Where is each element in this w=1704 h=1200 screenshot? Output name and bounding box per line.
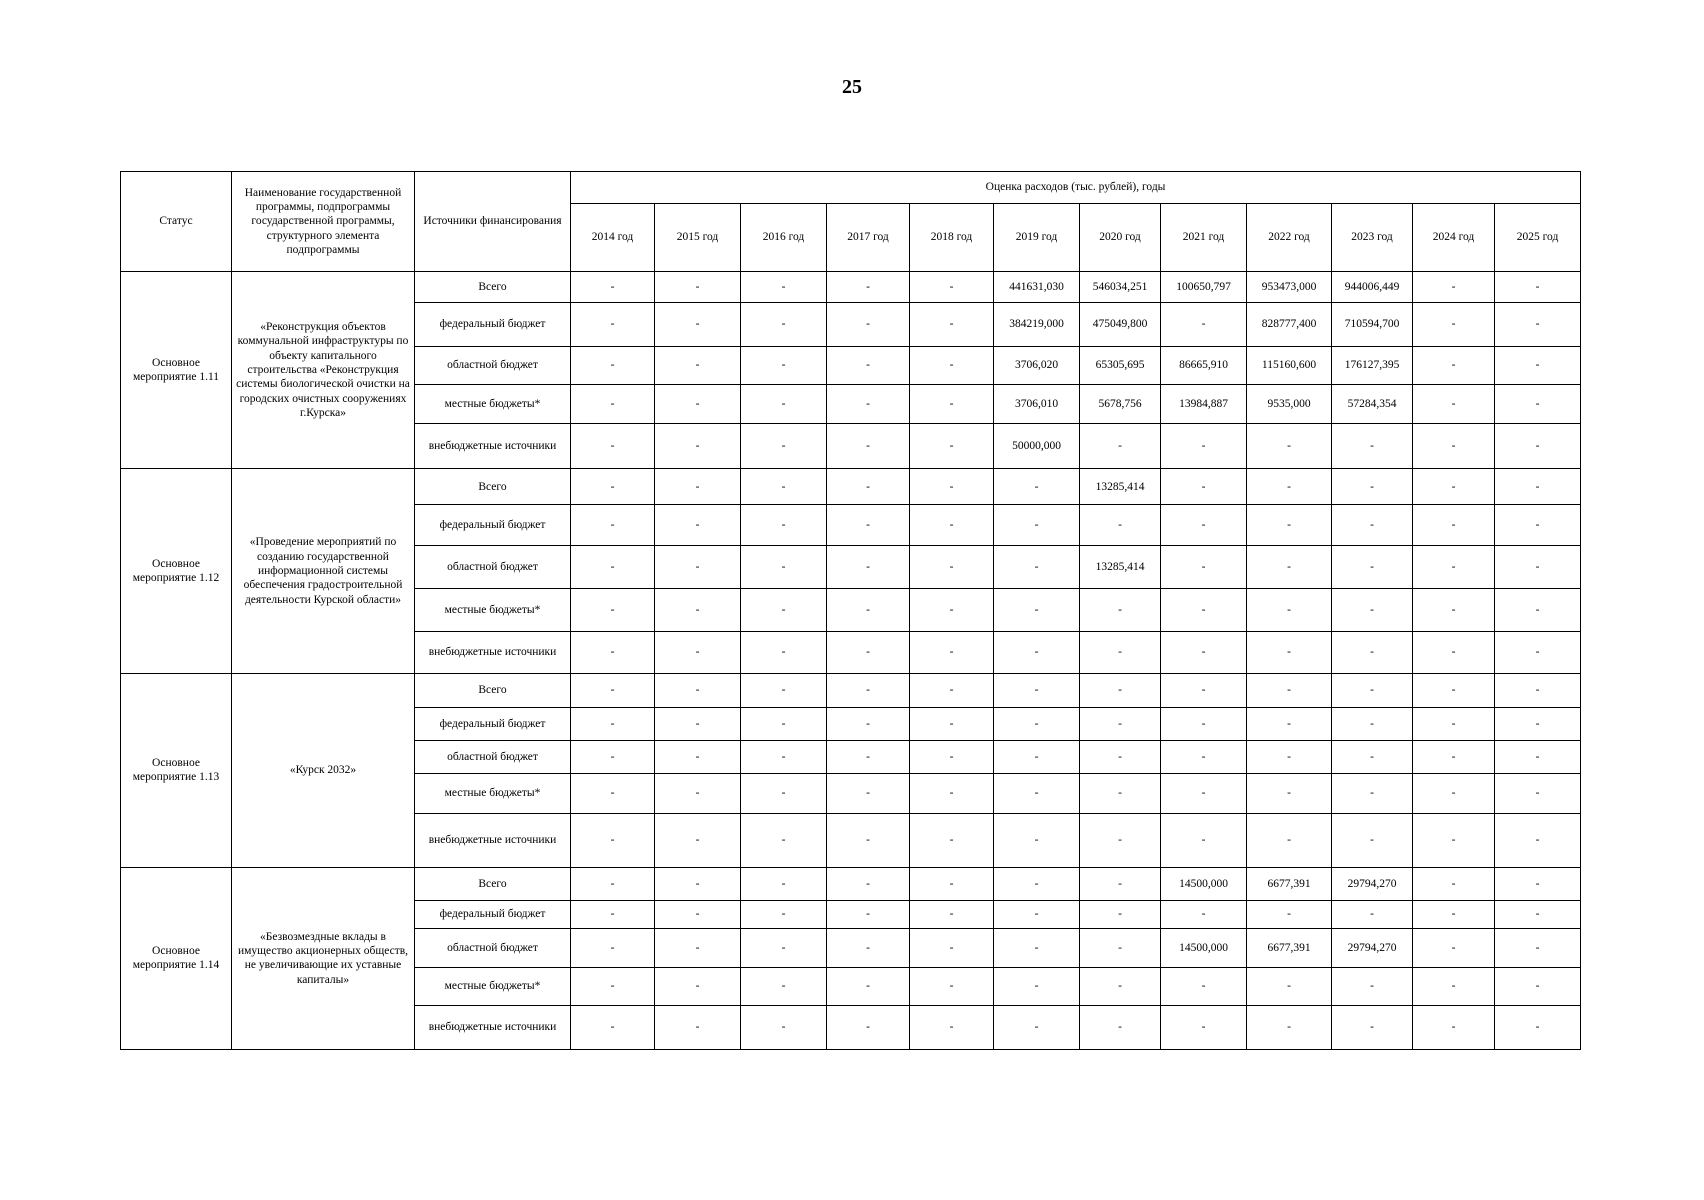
value-cell: 57284,354 [1332, 385, 1413, 423]
value-cell: - [910, 272, 994, 303]
value-cell: - [655, 272, 741, 303]
value-cell: - [827, 272, 910, 303]
value-cell: - [1495, 707, 1581, 740]
value-cell: - [1247, 469, 1332, 504]
value-cell: - [655, 774, 741, 814]
source-cell: Всего [415, 469, 571, 504]
value-cell: - [1413, 385, 1495, 423]
value-cell: - [571, 813, 655, 867]
value-cell: - [571, 740, 655, 773]
value-cell: - [1495, 900, 1581, 928]
value-cell: - [1247, 774, 1332, 814]
value-cell: - [1247, 631, 1332, 674]
value-cell: - [1080, 967, 1161, 1005]
value-cell: - [1495, 967, 1581, 1005]
value-cell: - [1161, 303, 1247, 347]
value-cell: - [1413, 546, 1495, 589]
value-cell: - [571, 900, 655, 928]
value-cell: - [655, 900, 741, 928]
value-cell: - [655, 423, 741, 469]
value-cell: 828777,400 [1247, 303, 1332, 347]
value-cell: - [1161, 967, 1247, 1005]
value-cell: - [1080, 813, 1161, 867]
value-cell: - [741, 423, 827, 469]
value-cell: - [741, 303, 827, 347]
value-cell: - [910, 774, 994, 814]
value-cell: - [1080, 774, 1161, 814]
value-cell: - [1161, 546, 1247, 589]
value-cell: - [741, 867, 827, 900]
header-program-name: Наименование государственной программы, подпрограммы государственной программы, структурного элемента подпрограммы [232, 172, 415, 272]
value-cell: - [1080, 674, 1161, 707]
value-cell: - [1247, 504, 1332, 546]
value-cell: 14500,000 [1161, 929, 1247, 967]
value-cell: - [994, 546, 1080, 589]
status-cell: Основное мероприятие 1.11 [121, 272, 232, 469]
value-cell: - [741, 631, 827, 674]
value-cell: - [741, 1006, 827, 1050]
value-cell: - [1413, 1006, 1495, 1050]
value-cell: - [741, 504, 827, 546]
value-cell: - [827, 1006, 910, 1050]
value-cell: - [571, 1006, 655, 1050]
header-year-12: 2025 год [1495, 204, 1581, 272]
value-cell: - [741, 674, 827, 707]
value-cell: - [571, 346, 655, 384]
value-cell: - [1247, 674, 1332, 707]
program-name-cell: «Проведение мероприятий по созданию государственной информационной системы обеспечения градостроительной деятельности Курской области» [232, 469, 415, 674]
value-cell: - [1495, 469, 1581, 504]
value-cell: - [1413, 774, 1495, 814]
value-cell: - [827, 423, 910, 469]
value-cell: - [741, 385, 827, 423]
value-cell: - [994, 674, 1080, 707]
value-cell: - [655, 967, 741, 1005]
source-cell: внебюджетные источники [415, 423, 571, 469]
value-cell: - [1495, 546, 1581, 589]
value-cell: - [910, 929, 994, 967]
value-cell: - [1332, 967, 1413, 1005]
value-cell: 86665,910 [1161, 346, 1247, 384]
value-cell: - [910, 900, 994, 928]
table-row [121, 272, 1581, 303]
value-cell: - [1332, 813, 1413, 867]
source-cell: федеральный бюджет [415, 504, 571, 546]
value-cell: - [655, 385, 741, 423]
source-cell: местные бюджеты* [415, 774, 571, 814]
value-cell: - [1247, 1006, 1332, 1050]
value-cell: - [1161, 740, 1247, 773]
value-cell: - [1413, 929, 1495, 967]
value-cell: - [1247, 423, 1332, 469]
value-cell: - [827, 900, 910, 928]
value-cell: - [1332, 504, 1413, 546]
program-name-cell: «Реконструкция объектов коммунальной инфраструктуры по объекту капитального строительства «Реконструкция системы биологической очистки на городских очистных сооружениях г.Курска» [232, 272, 415, 469]
header-year-5: 2018 год [910, 204, 994, 272]
value-cell: - [741, 740, 827, 773]
value-cell: - [1495, 674, 1581, 707]
value-cell: 176127,395 [1332, 346, 1413, 384]
value-cell: - [1495, 813, 1581, 867]
value-cell: - [1161, 504, 1247, 546]
value-cell: - [994, 813, 1080, 867]
value-cell: - [910, 423, 994, 469]
value-cell: - [994, 469, 1080, 504]
header-sources: Источники финансирования [415, 172, 571, 272]
page-number: 25 [842, 76, 862, 98]
value-cell: - [994, 740, 1080, 773]
value-cell: - [571, 867, 655, 900]
program-name-cell: «Безвозмездные вклады в имущество акционерных обществ, не увеличивающие их уставные капиталы» [232, 867, 415, 1049]
value-cell: - [994, 867, 1080, 900]
value-cell: - [1161, 774, 1247, 814]
value-cell: - [827, 469, 910, 504]
value-cell: - [655, 707, 741, 740]
value-cell: - [1332, 631, 1413, 674]
value-cell: - [994, 707, 1080, 740]
value-cell: - [910, 1006, 994, 1050]
value-cell: - [1161, 707, 1247, 740]
value-cell: - [655, 1006, 741, 1050]
value-cell: - [571, 674, 655, 707]
value-cell: - [827, 303, 910, 347]
budget-table [120, 171, 1581, 1050]
source-cell: внебюджетные источники [415, 813, 571, 867]
source-cell: федеральный бюджет [415, 900, 571, 928]
value-cell: - [1495, 929, 1581, 967]
value-cell: - [1413, 740, 1495, 773]
value-cell: - [827, 774, 910, 814]
value-cell: - [827, 740, 910, 773]
source-cell: областной бюджет [415, 740, 571, 773]
value-cell: - [1495, 385, 1581, 423]
status-cell: Основное мероприятие 1.14 [121, 867, 232, 1049]
value-cell: - [827, 867, 910, 900]
source-cell: местные бюджеты* [415, 589, 571, 632]
header-status: Статус [121, 172, 232, 272]
value-cell: - [655, 740, 741, 773]
value-cell: - [827, 346, 910, 384]
value-cell: - [1495, 774, 1581, 814]
value-cell: - [571, 707, 655, 740]
value-cell: - [571, 631, 655, 674]
value-cell: - [655, 546, 741, 589]
value-cell: 944006,449 [1332, 272, 1413, 303]
value-cell: - [994, 774, 1080, 814]
value-cell: 13285,414 [1080, 546, 1161, 589]
value-cell: - [1495, 272, 1581, 303]
value-cell: - [1080, 1006, 1161, 1050]
value-cell: - [1080, 867, 1161, 900]
value-cell: - [1247, 740, 1332, 773]
value-cell: - [1332, 774, 1413, 814]
value-cell: - [1495, 1006, 1581, 1050]
value-cell: - [1495, 589, 1581, 632]
value-cell: - [1247, 707, 1332, 740]
value-cell: - [910, 385, 994, 423]
value-cell: 710594,700 [1332, 303, 1413, 347]
value-cell: - [655, 504, 741, 546]
value-cell: - [910, 740, 994, 773]
value-cell: - [1080, 740, 1161, 773]
value-cell: - [1495, 423, 1581, 469]
value-cell: - [741, 469, 827, 504]
value-cell: - [1413, 589, 1495, 632]
header-estimate: Оценка расходов (тыс. рублей), годы [571, 172, 1581, 204]
value-cell: - [1161, 589, 1247, 632]
value-cell: 5678,756 [1080, 385, 1161, 423]
value-cell: - [1413, 867, 1495, 900]
value-cell: - [1080, 423, 1161, 469]
value-cell: - [827, 385, 910, 423]
source-cell: внебюджетные источники [415, 631, 571, 674]
program-name-cell: «Курск 2032» [232, 674, 415, 867]
header-year-9: 2022 год [1247, 204, 1332, 272]
value-cell: - [1332, 423, 1413, 469]
value-cell: - [1413, 674, 1495, 707]
value-cell: 115160,600 [1247, 346, 1332, 384]
value-cell: - [910, 967, 994, 1005]
value-cell: - [741, 774, 827, 814]
table-row [121, 469, 1581, 504]
value-cell: - [741, 900, 827, 928]
value-cell: - [910, 589, 994, 632]
value-cell: - [827, 707, 910, 740]
value-cell: - [1495, 867, 1581, 900]
value-cell: 953473,000 [1247, 272, 1332, 303]
value-cell: - [1413, 707, 1495, 740]
value-cell: - [1161, 1006, 1247, 1050]
value-cell: - [571, 385, 655, 423]
value-cell: - [1247, 900, 1332, 928]
value-cell: 29794,270 [1332, 929, 1413, 967]
value-cell: - [1413, 900, 1495, 928]
value-cell: - [655, 346, 741, 384]
value-cell: - [827, 546, 910, 589]
value-cell: - [994, 589, 1080, 632]
value-cell: 13285,414 [1080, 469, 1161, 504]
header-year-4: 2017 год [827, 204, 910, 272]
value-cell: - [1332, 707, 1413, 740]
header-year-2: 2015 год [655, 204, 741, 272]
value-cell: - [571, 929, 655, 967]
status-cell: Основное мероприятие 1.13 [121, 674, 232, 867]
value-cell: - [1495, 303, 1581, 347]
value-cell: - [994, 504, 1080, 546]
value-cell: 14500,000 [1161, 867, 1247, 900]
value-cell: - [1161, 900, 1247, 928]
value-cell: - [1413, 504, 1495, 546]
value-cell: - [827, 631, 910, 674]
value-cell: - [571, 272, 655, 303]
value-cell: 475049,800 [1080, 303, 1161, 347]
value-cell: - [1332, 740, 1413, 773]
value-cell: - [1413, 272, 1495, 303]
value-cell: - [571, 469, 655, 504]
value-cell: - [827, 967, 910, 1005]
value-cell: 6677,391 [1247, 929, 1332, 967]
value-cell: - [910, 707, 994, 740]
value-cell: - [571, 546, 655, 589]
value-cell: - [1080, 504, 1161, 546]
value-cell: 441631,030 [994, 272, 1080, 303]
value-cell: 384219,000 [994, 303, 1080, 347]
value-cell: - [1413, 469, 1495, 504]
source-cell: областной бюджет [415, 546, 571, 589]
value-cell: - [571, 589, 655, 632]
source-cell: Всего [415, 867, 571, 900]
value-cell: - [1080, 589, 1161, 632]
value-cell: - [910, 813, 994, 867]
budget-table-container [120, 171, 1580, 1050]
value-cell: - [994, 900, 1080, 928]
value-cell: 3706,020 [994, 346, 1080, 384]
value-cell: - [1161, 469, 1247, 504]
header-row-1 [121, 172, 1581, 204]
value-cell: - [1495, 504, 1581, 546]
value-cell: - [1413, 423, 1495, 469]
value-cell: - [1161, 674, 1247, 707]
value-cell: - [571, 423, 655, 469]
value-cell: 29794,270 [1332, 867, 1413, 900]
value-cell: - [994, 967, 1080, 1005]
value-cell: - [1161, 813, 1247, 867]
value-cell: 6677,391 [1247, 867, 1332, 900]
source-cell: федеральный бюджет [415, 303, 571, 347]
value-cell: - [571, 967, 655, 1005]
header-year-8: 2021 год [1161, 204, 1247, 272]
value-cell: - [741, 929, 827, 967]
value-cell: - [1247, 589, 1332, 632]
value-cell: - [1080, 631, 1161, 674]
value-cell: - [827, 813, 910, 867]
header-year-3: 2016 год [741, 204, 827, 272]
value-cell: - [571, 303, 655, 347]
value-cell: - [655, 631, 741, 674]
header-year-10: 2023 год [1332, 204, 1413, 272]
value-cell: - [827, 504, 910, 546]
value-cell: - [994, 631, 1080, 674]
source-cell: местные бюджеты* [415, 385, 571, 423]
value-cell: - [741, 707, 827, 740]
source-cell: областной бюджет [415, 346, 571, 384]
value-cell: - [741, 346, 827, 384]
value-cell: - [1332, 900, 1413, 928]
value-cell: - [1332, 674, 1413, 707]
header-year-1: 2014 год [571, 204, 655, 272]
value-cell: - [1080, 707, 1161, 740]
value-cell: - [1413, 967, 1495, 1005]
value-cell: - [1495, 740, 1581, 773]
value-cell: - [910, 546, 994, 589]
value-cell: 100650,797 [1161, 272, 1247, 303]
source-cell: областной бюджет [415, 929, 571, 967]
value-cell: - [910, 867, 994, 900]
value-cell: - [1332, 546, 1413, 589]
value-cell: 9535,000 [1247, 385, 1332, 423]
table-row [121, 867, 1581, 900]
value-cell: - [827, 674, 910, 707]
value-cell: 13984,887 [1161, 385, 1247, 423]
value-cell: - [1495, 631, 1581, 674]
value-cell: 50000,000 [994, 423, 1080, 469]
source-cell: местные бюджеты* [415, 967, 571, 1005]
source-cell: Всего [415, 272, 571, 303]
value-cell: - [994, 1006, 1080, 1050]
value-cell: - [1247, 967, 1332, 1005]
value-cell: - [1495, 346, 1581, 384]
value-cell: - [910, 674, 994, 707]
table-row [121, 674, 1581, 707]
value-cell: - [1413, 631, 1495, 674]
value-cell: - [827, 929, 910, 967]
value-cell: - [571, 774, 655, 814]
value-cell: - [655, 867, 741, 900]
table-body [121, 272, 1581, 1050]
header-year-11: 2024 год [1413, 204, 1495, 272]
value-cell: - [910, 346, 994, 384]
value-cell: - [1332, 589, 1413, 632]
value-cell: - [741, 967, 827, 1005]
value-cell: 546034,251 [1080, 272, 1161, 303]
header-year-7: 2020 год [1080, 204, 1161, 272]
value-cell: - [655, 589, 741, 632]
value-cell: - [1080, 929, 1161, 967]
source-cell: внебюджетные источники [415, 1006, 571, 1050]
source-cell: федеральный бюджет [415, 707, 571, 740]
value-cell: - [1413, 346, 1495, 384]
value-cell: - [1332, 1006, 1413, 1050]
value-cell: - [910, 469, 994, 504]
status-cell: Основное мероприятие 1.12 [121, 469, 232, 674]
value-cell: - [655, 303, 741, 347]
value-cell: - [1332, 469, 1413, 504]
value-cell: - [910, 504, 994, 546]
value-cell: - [741, 813, 827, 867]
value-cell: - [655, 929, 741, 967]
value-cell: - [1413, 303, 1495, 347]
value-cell: 65305,695 [1080, 346, 1161, 384]
value-cell: - [1161, 423, 1247, 469]
value-cell: - [910, 631, 994, 674]
value-cell: - [741, 546, 827, 589]
value-cell: 3706,010 [994, 385, 1080, 423]
value-cell: - [1413, 813, 1495, 867]
value-cell: - [655, 674, 741, 707]
value-cell: - [994, 929, 1080, 967]
value-cell: - [571, 504, 655, 546]
value-cell: - [827, 589, 910, 632]
value-cell: - [655, 813, 741, 867]
value-cell: - [1247, 546, 1332, 589]
value-cell: - [1080, 900, 1161, 928]
header-year-6: 2019 год [994, 204, 1080, 272]
value-cell: - [741, 589, 827, 632]
value-cell: - [910, 303, 994, 347]
value-cell: - [1247, 813, 1332, 867]
source-cell: Всего [415, 674, 571, 707]
value-cell: - [1161, 631, 1247, 674]
value-cell: - [655, 469, 741, 504]
value-cell: - [741, 272, 827, 303]
